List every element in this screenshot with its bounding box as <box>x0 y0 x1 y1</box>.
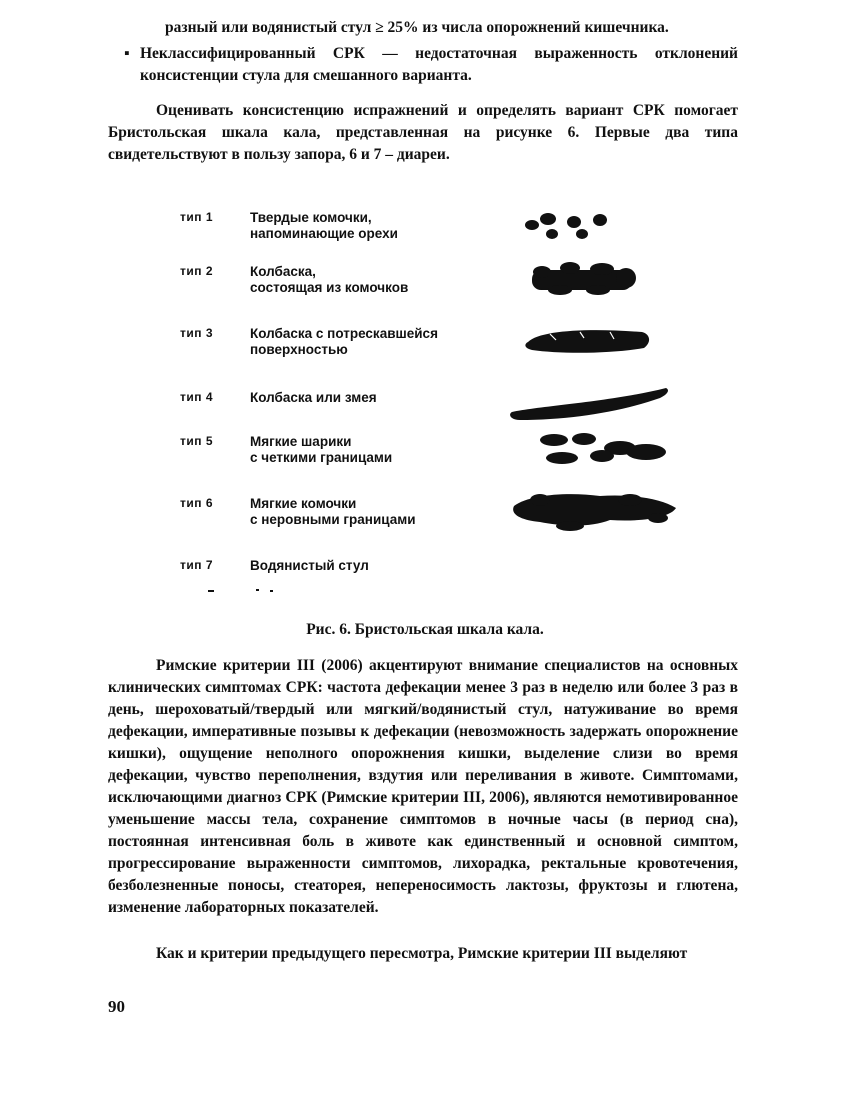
stool-type-3-image <box>510 320 680 370</box>
type-label: тип 4 <box>180 390 214 404</box>
paragraph-rome-criteria: Римские критерии III (2006) акцентируют внимание специалистов на основных клинических симптомах СРК: частота дефекации менее 3 раз в неделю или более 3 раз в день, шероховатый/твердый или мягкий/водянистый стул, натуживание во время дефекации, императивные позывы к дефекации (невозможность задержать опорожнение кишки), ощущение неполного опорожнения кишки, выделение слизи во время дефекации, чувство переполнения, вздутия или переливания в животе. Симптомами, исключающими диагноз СРК (Римские критерии III, 2006), являются немотивированное уменьшение массы тела, сохранение симптомов в ночные часы (в период сна), постоянная интенсивная боль в животе как единственный и основной симптом, прогрессирование выраженности симптомов, лихорадка, ректальные кровотечения, безболезненные поносы, стеаторея, непереносимость лактозы, фруктозы и глютена, изменение лабораторных показателей. <box>108 657 738 916</box>
figure-row-type-5 <box>180 434 700 482</box>
type-description: Колбаска с потрескавшейся поверхностью <box>250 326 438 357</box>
type-label: тип 5 <box>180 434 214 448</box>
paragraph-last: Как и критерии предыдущего пересмотра, Римские критерии III выделяют <box>156 945 688 962</box>
bullet-text: Неклассифицированный СРК — недостаточная выраженность отклонений консистенции стула для смешанного варианта. <box>140 45 738 84</box>
figure-row-type-3 <box>180 326 700 374</box>
type-label: тип 3 <box>180 326 214 340</box>
type-description: Мягкие комочки с неровными границами <box>250 496 416 527</box>
figure-row-type-1 <box>180 210 700 258</box>
figure-row-type-2 <box>180 264 700 312</box>
type-description: Водянистый стул <box>250 558 369 573</box>
type-description: Колбаска или змея <box>250 390 377 405</box>
stool-type-5-image <box>510 428 680 478</box>
figure-row-type-6 <box>180 496 700 544</box>
page-number: 90 <box>108 997 125 1016</box>
figure-caption: Рис. 6. Бристольская шкала кала. <box>306 621 544 638</box>
text-line-continuation: разный или водянистый стул ≥ 25% из числа опорожнений кишечника. <box>165 19 669 36</box>
type-label: тип 1 <box>180 210 214 224</box>
bristol-scale-figure <box>180 200 700 600</box>
stool-type-1-image <box>510 204 680 254</box>
stool-type-4-image <box>510 384 680 434</box>
type-description: Мягкие шарики с четкими границами <box>250 434 393 465</box>
paragraph-intro: Оценивать консистенцию испражнений и определять вариант СРК помогает Бристольская шкала кала, представленная на рисунке 6. Первые два типа свидетельствуют в пользу запора, 6 и 7 – диареи. <box>108 102 738 163</box>
type-label: тип 7 <box>180 558 214 572</box>
type-label: тип 6 <box>180 496 214 510</box>
type-description: Колбаска, состоящая из комочков <box>250 264 409 295</box>
figure-row-type-7 <box>180 558 700 606</box>
type-label: тип 2 <box>180 264 214 278</box>
bullet-marker: ▪ <box>124 45 130 62</box>
bullet-item <box>124 43 738 87</box>
type-description: Твердые комочки, напоминающие орехи <box>250 210 398 241</box>
stool-type-6-image <box>510 490 680 540</box>
stool-type-2-image <box>510 258 680 308</box>
